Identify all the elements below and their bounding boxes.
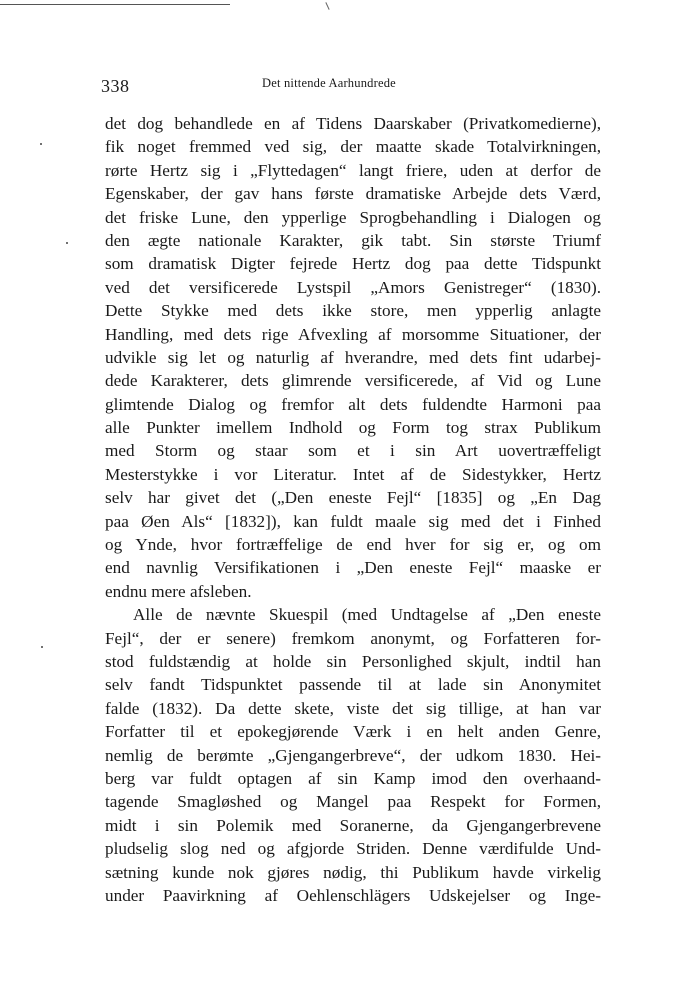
text-line: stod fuldstændig at holde sin Personlighed skjult, indtil han xyxy=(105,651,601,671)
text-line: pludselig slog ned og afgjorde Striden. Denne værdifulde Und- xyxy=(105,839,601,859)
text-line: Dette Stykke med dets ikke store, men ypperlig anlagte xyxy=(105,301,601,321)
text-line: berg var fuldt optagen af sin Kamp imod den overhaand- xyxy=(105,768,601,788)
paragraph-1 xyxy=(105,112,601,603)
text-line: Fejl“, der er senere) fremkom anonymt, og Forfatteren for- xyxy=(105,628,601,648)
running-title: Det nittende Aarhundrede xyxy=(262,76,396,90)
text-line: Mesterstykke i vor Literatur. Intet af de Sidestykker, Hertz xyxy=(105,464,601,484)
scan-speck xyxy=(40,143,42,145)
text-line: som dramatisk Digter fejrede Hertz dog paa dette Tidspunkt xyxy=(105,254,601,274)
text-line: alle Punkter imellem Indhold og Form tog strax Publikum xyxy=(105,418,601,438)
text-line: rørte Hertz sig i „Flyttedagen“ langt friere, uden at derfor de xyxy=(105,160,601,180)
scan-mark xyxy=(325,2,329,10)
text-line: sætning kunde nok gjøres nødig, thi Publikum havde virkelig xyxy=(105,862,601,882)
text-line: dede Karakterer, dets glimrende versificerede, af Vid og Lune xyxy=(105,371,601,391)
body-text xyxy=(105,112,601,907)
text-line: glimtende Dialog og fremfor alt dets fuldendte Harmoni paa xyxy=(105,394,601,414)
text-line: ved det versificerede Lystspil „Amors Genistreger“ (1830). xyxy=(105,277,601,297)
scan-speck xyxy=(41,646,43,648)
text-line: selv fandt Tidspunktet passende til at lade sin Anonymitet xyxy=(105,675,601,695)
text-line: udvikle sig let og naturlig af hverandre, med dets fint udarbej- xyxy=(105,347,601,367)
text-line: under Paavirkning af Oehlenschlägers Udskejelser og Inge- xyxy=(105,885,601,905)
text-line: Egenskaber, der gav hans første dramatiske Arbejde dets Værd, xyxy=(105,184,601,204)
text-line: med Storm og staar som et i sin Art uovertræffeligt xyxy=(105,441,601,461)
text-line: falde (1832). Da dette skete, viste det sig tillige, at han var xyxy=(105,698,601,718)
scan-speck xyxy=(66,242,68,244)
text-line: det dog behandlede en af Tidens Daarskaber (Privatkomedierne), xyxy=(105,114,601,133)
text-line: end navnlig Versifikationen i „Den eneste Fejl“ maaske er xyxy=(105,558,601,578)
text-line: paa Øen Als“ [1832]), kan fuldt maale sig med det i Finhed xyxy=(105,511,601,531)
text-line: Handling, med dets rige Afvexling af morsomme Situationer, der xyxy=(105,324,601,344)
text-line: tagende Smagløshed og Mangel paa Respekt for Formen, xyxy=(105,792,601,812)
page-number: 338 xyxy=(101,76,130,96)
text-line: nemlig de berømte „Gjengangerbreve“, der udkom 1830. Hei- xyxy=(105,745,601,765)
text-line: fik noget fremmed ved sig, der maatte skade Totalvirkningen, xyxy=(105,137,601,157)
text-line: midt i sin Polemik med Soranerne, da Gjengangerbrevene xyxy=(105,815,601,835)
text-line: endnu mere afsleben. xyxy=(105,581,252,601)
paragraph-2 xyxy=(105,603,601,907)
text-line: og Ynde, hvor fortræffelige de end hver for sig er, og om xyxy=(105,535,601,555)
text-line: selv har givet det („Den eneste Fejl“ [1835] og „En Dag xyxy=(105,488,601,508)
text-line: den ægte nationale Karakter, gik tabt. Sin største Triumf xyxy=(105,230,601,250)
scan-border-line xyxy=(0,4,230,5)
text-line: Forfatter til et epokegjørende Værk i en helt anden Genre, xyxy=(105,722,601,742)
text-line: det friske Lune, den ypperlige Sprogbehandling i Dialogen og xyxy=(105,207,601,227)
text-line: Alle de nævnte Skuespil (med Undtagelse af „Den eneste xyxy=(133,605,601,625)
